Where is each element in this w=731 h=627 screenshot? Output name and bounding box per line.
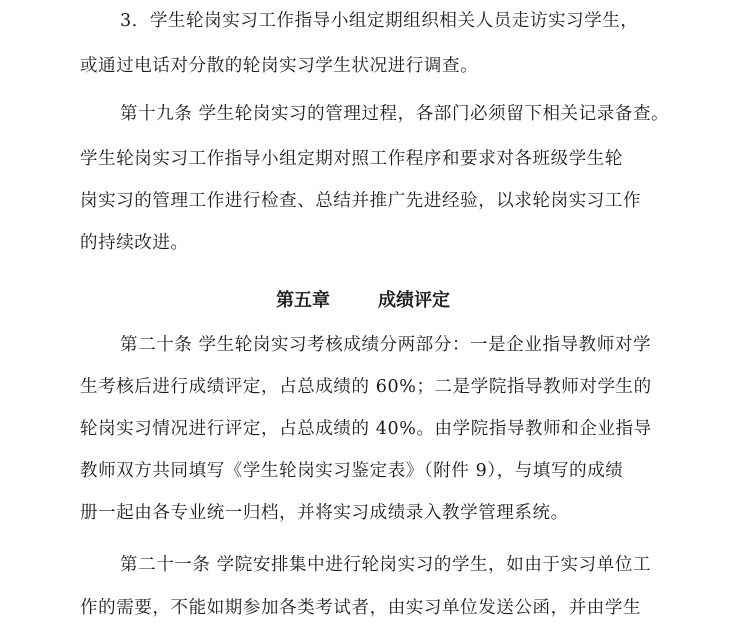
paragraph-line: 或通过电话对分散的轮岗实习学生状况进行调查。 <box>80 56 479 76</box>
paragraph-line: 教师双方共同填写《学生轮岗实习鉴定表》（附件 9），与填写的成绩 <box>80 461 624 481</box>
chapter-title: 成绩评定 <box>378 290 450 311</box>
paragraph-line: 第十九条 学生轮岗实习的管理过程，各部门必须留下相关记录备查。 <box>120 104 670 124</box>
paragraph-line: 3．学生轮岗实习工作指导小组定期组织相关人员走访实习学生， <box>120 11 639 31</box>
paragraph-line: 岗实习的管理工作进行检查、总结并推广先进经验，以求轮岗实习工作 <box>80 191 642 211</box>
paragraph-line: 轮岗实习情况进行评定，占总成绩的 40%。由学院指导教师和企业指导 <box>80 419 652 439</box>
paragraph-line: 册一起由各专业统一归档，并将实习成绩录入教学管理系统。 <box>80 503 569 523</box>
paragraph-line: 作的需要，不能如期参加各类考试者，由实习单位发送公函，并由学生 <box>80 598 642 618</box>
paragraph-line: 学生轮岗实习工作指导小组定期对照工作程序和要求对各班级学生轮 <box>80 149 623 169</box>
paragraph-line: 第二十一条 学院安排集中进行轮岗实习的学生，如由于实习单位工 <box>120 555 652 575</box>
chapter-number: 第五章 <box>276 290 330 311</box>
paragraph-line: 第二十条 学生轮岗实习考核成绩分两部分：一是企业指导教师对学 <box>120 335 652 355</box>
paragraph-line: 生考核后进行成绩评定，占总成绩的 60%；二是学院指导教师对学生的 <box>80 377 652 397</box>
paragraph-line: 的持续改进。 <box>80 233 189 253</box>
